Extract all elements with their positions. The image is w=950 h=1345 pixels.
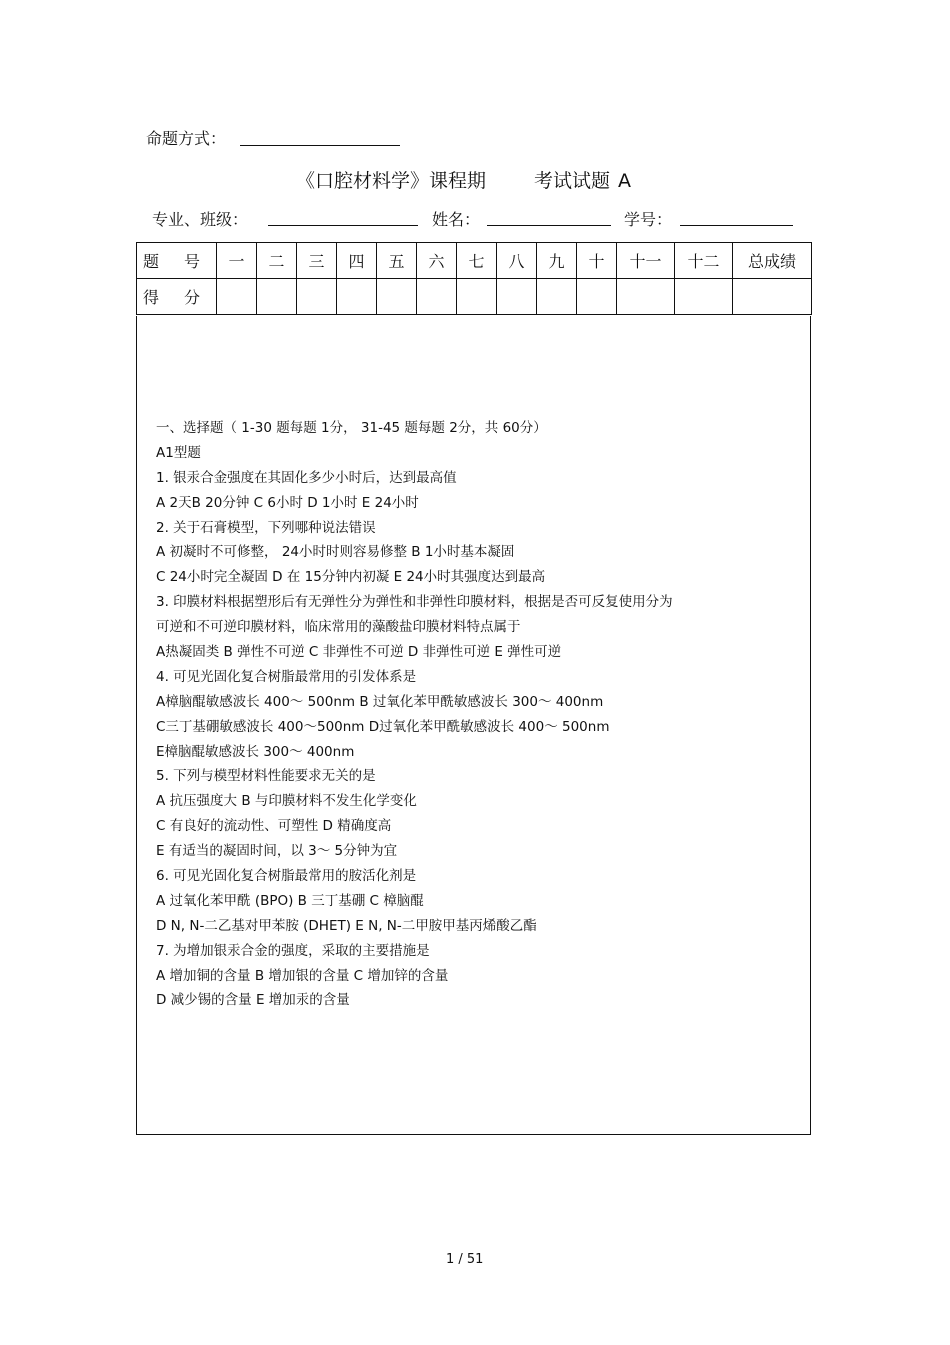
question-options: A 初凝时不可修整， 24小时时则容易修整 B 1小时基本凝固	[156, 544, 515, 561]
score-cell[interactable]	[457, 279, 497, 315]
score-cell[interactable]	[675, 279, 733, 315]
question-col: 六	[417, 243, 457, 279]
question-stem: 6. 可见光固化复合树脂最常用的胺活化剂是	[156, 868, 417, 885]
question-stem: 2. 关于石膏模型，下列哪种说法错误	[156, 519, 376, 536]
question-options: C 有良好的流动性、可塑性 D 精确度高	[156, 818, 392, 835]
exam-variant: A	[618, 170, 632, 192]
major-class-label: 专业、班级：	[152, 210, 249, 229]
score-cell[interactable]	[577, 279, 617, 315]
student-name-blank[interactable]	[487, 225, 611, 226]
question-col: 十二	[675, 243, 733, 279]
score-cell[interactable]	[417, 279, 457, 315]
question-stem: 1. 银汞合金强度在其固化多少小时后，达到最高值	[156, 469, 457, 486]
student-id-label: 学号：	[624, 210, 673, 229]
question-stem: 7. 为增加银汞合金的强度，采取的主要措施是	[156, 942, 430, 959]
question-col: 七	[457, 243, 497, 279]
question-options: E 有适当的凝固时间，以 3～ 5分钟为宜	[156, 843, 398, 860]
question-options: A热凝固类 B 弹性不可逆 C 非弹性不可逆 D 非弹性可逆 E 弹性可逆	[156, 644, 562, 661]
exam-title-suffix: 考试试题	[534, 170, 611, 192]
student-id-blank[interactable]	[680, 225, 793, 226]
score-cell[interactable]	[497, 279, 537, 315]
score-cell[interactable]	[617, 279, 675, 315]
score-cell[interactable]	[537, 279, 577, 315]
question-content	[156, 416, 796, 1013]
exam-method-blank[interactable]	[240, 145, 400, 146]
exam-method-label: 命题方式：	[146, 129, 227, 148]
question-options: A樟脑醌敏感波长 400～ 500nm B 过氧化苯甲酰敏感波长 300～ 400nm	[156, 693, 604, 710]
question-col: 十	[577, 243, 617, 279]
question-stem: 4. 可见光固化复合树脂最常用的引发体系是	[156, 668, 417, 685]
question-number-row	[137, 243, 812, 279]
score-cell[interactable]	[217, 279, 257, 315]
question-col: 五	[377, 243, 417, 279]
student-name-label: 姓名：	[432, 210, 481, 229]
question-options: A 过氧化苯甲酰 (BPO) B 三丁基硼 C 樟脑醌	[156, 892, 424, 909]
question-options: E樟脑醌敏感波长 300～ 400nm	[156, 743, 355, 760]
question-options: D 减少锡的含量 E 增加汞的含量	[156, 992, 350, 1009]
question-col: 九	[537, 243, 577, 279]
total-score-col: 总成绩	[733, 243, 812, 279]
question-stem: 可逆和不可逆印膜材料，临床常用的藻酸盐印膜材料特点属于	[156, 619, 521, 636]
question-col: 八	[497, 243, 537, 279]
question-options: A 2天B 20分钟 C 6小时 D 1小时 E 24小时	[156, 494, 419, 511]
question-col: 二	[257, 243, 297, 279]
major-class-blank[interactable]	[268, 225, 418, 226]
score-cell[interactable]	[297, 279, 337, 315]
question-options: D N, N-二乙基对甲苯胺 (DHET) E N, N-二甲胺甲基丙烯酸乙酯	[156, 917, 537, 934]
question-col: 四	[337, 243, 377, 279]
exam-title	[296, 166, 631, 193]
question-col: 一	[217, 243, 257, 279]
total-score-cell[interactable]	[733, 279, 812, 315]
score-cell[interactable]	[337, 279, 377, 315]
score-label: 得 分	[137, 279, 217, 315]
question-number-label: 题 号	[137, 243, 217, 279]
question-col: 三	[297, 243, 337, 279]
score-table	[136, 242, 812, 315]
section-heading: 一、选择题（ 1-30 题每题 1分， 31-45 题每题 2分，共 60分）	[156, 420, 547, 436]
page-number: 1 / 51	[446, 1252, 484, 1267]
exam-title-main: 《口腔材料学》课程期	[296, 170, 487, 192]
question-stem: 5. 下列与模型材料性能要求无关的是	[156, 768, 376, 785]
question-options: C 24小时完全凝固 D 在 15分钟内初凝 E 24小时其强度达到最高	[156, 569, 546, 586]
question-options: A 抗压强度大 B 与印膜材料不发生化学变化	[156, 793, 417, 810]
question-col: 十一	[617, 243, 675, 279]
score-cell[interactable]	[257, 279, 297, 315]
question-options: A 增加铜的含量 B 增加银的含量 C 增加锌的含量	[156, 967, 449, 984]
question-options: C三丁基硼敏感波长 400～500nm D过氧化苯甲酰敏感波长 400～ 500nm	[156, 718, 610, 735]
question-stem: 3. 印膜材料根据塑形后有无弹性分为弹性和非弹性印膜材料，根据是否可反复使用分为	[156, 594, 673, 611]
score-row	[137, 279, 812, 315]
score-cell[interactable]	[377, 279, 417, 315]
question-type-label: A1型题	[156, 444, 201, 461]
